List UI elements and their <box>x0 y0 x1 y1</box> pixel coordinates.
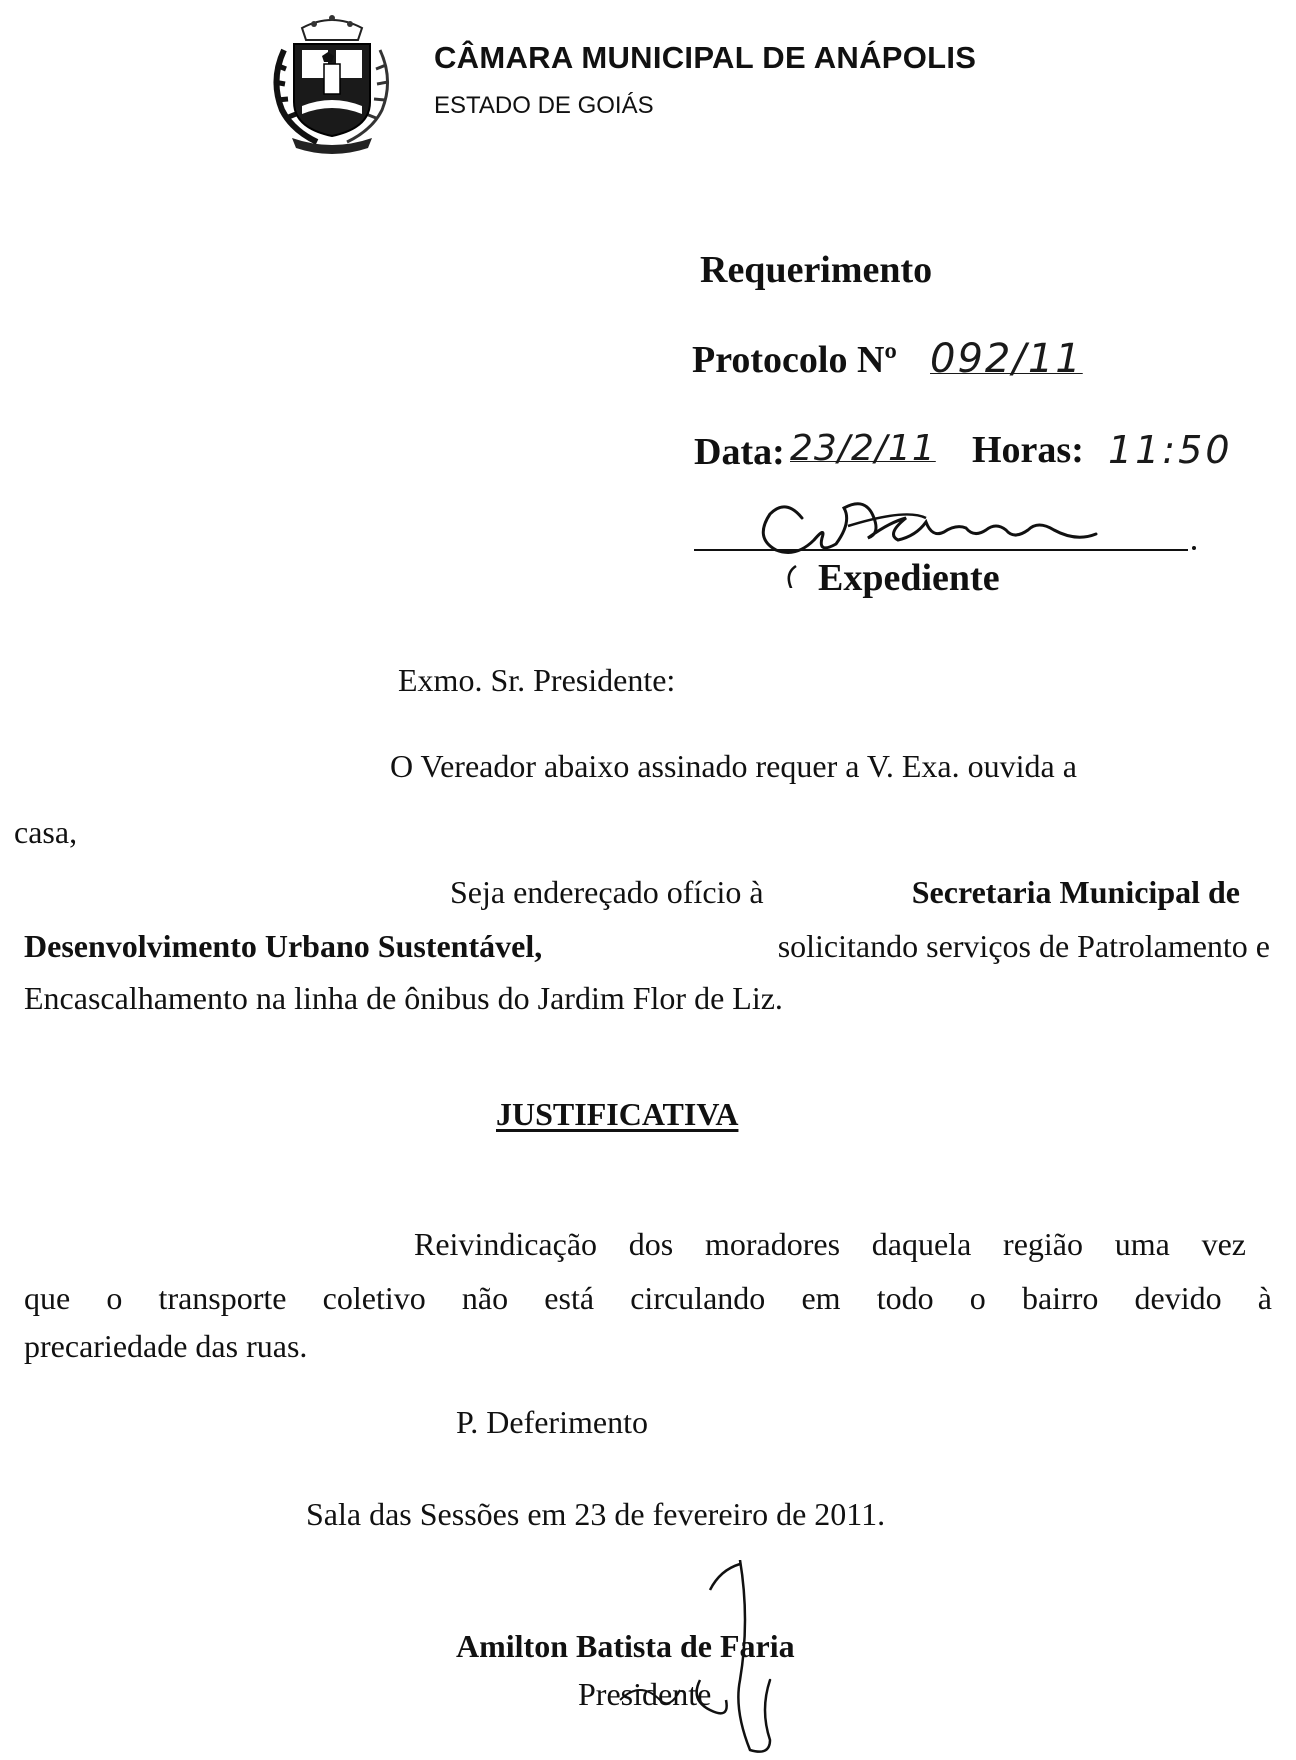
protocol-label: Protocolo Nº <box>692 339 897 381</box>
request-line-1 <box>450 874 1240 911</box>
request-line-3: Encascalhamento na linha de ônibus do Jardim Flor de Liz. <box>24 980 783 1016</box>
intro-line-2: casa, <box>14 814 78 850</box>
place-date: Sala das Sessões em 23 de fevereiro de 2011. <box>306 1496 886 1532</box>
request-secretariat: Secretaria Municipal de <box>911 874 1240 910</box>
justification-heading: JUSTIFICATIVA <box>496 1096 739 1132</box>
expediente-label: Expediente <box>818 557 1000 599</box>
document-type: Requerimento <box>700 249 933 291</box>
salutation: Exmo. Sr. Presidente: <box>398 662 676 698</box>
justification-line-3: precariedade das ruas. <box>24 1328 308 1364</box>
request-line-1-text: Seja endereçado ofício à <box>450 874 764 910</box>
institution-title: CÂMARA MUNICIPAL DE ANÁPOLIS <box>434 40 977 75</box>
request-line-2-text: solicitando serviços de Patrolamento e <box>777 928 1270 964</box>
request-line-2 <box>24 928 1270 965</box>
protocol-number: 092/11 <box>930 336 1083 382</box>
institution-subtitle: ESTADO DE GOIÁS <box>434 92 654 119</box>
request-secretariat-cont: Desenvolvimento Urbano Sustentável, <box>24 928 543 964</box>
coat-of-arms-logo <box>262 10 402 160</box>
signatory-name: Amilton Batista de Faria <box>456 1628 795 1664</box>
date-label: Data: <box>694 431 785 473</box>
justification-line-1: Reivindicação dos moradores daquela região uma vez <box>414 1226 1246 1262</box>
closing: P. Deferimento <box>456 1404 648 1440</box>
intro-line-1: O Vereador abaixo assinado requer a V. Exa. ouvida a <box>390 748 1077 784</box>
expediente-line <box>694 549 1188 551</box>
date-value: 23/2/11 <box>790 428 936 469</box>
hours-value: 11:50 <box>1108 428 1233 472</box>
hours-label: Horas: <box>972 429 1084 471</box>
signatory-role: Presidente <box>578 1676 712 1712</box>
coat-of-arms-icon <box>262 10 402 160</box>
justification-line-2: que o transporte coletivo não está circulando em todo o bairro devido à <box>24 1280 1272 1316</box>
